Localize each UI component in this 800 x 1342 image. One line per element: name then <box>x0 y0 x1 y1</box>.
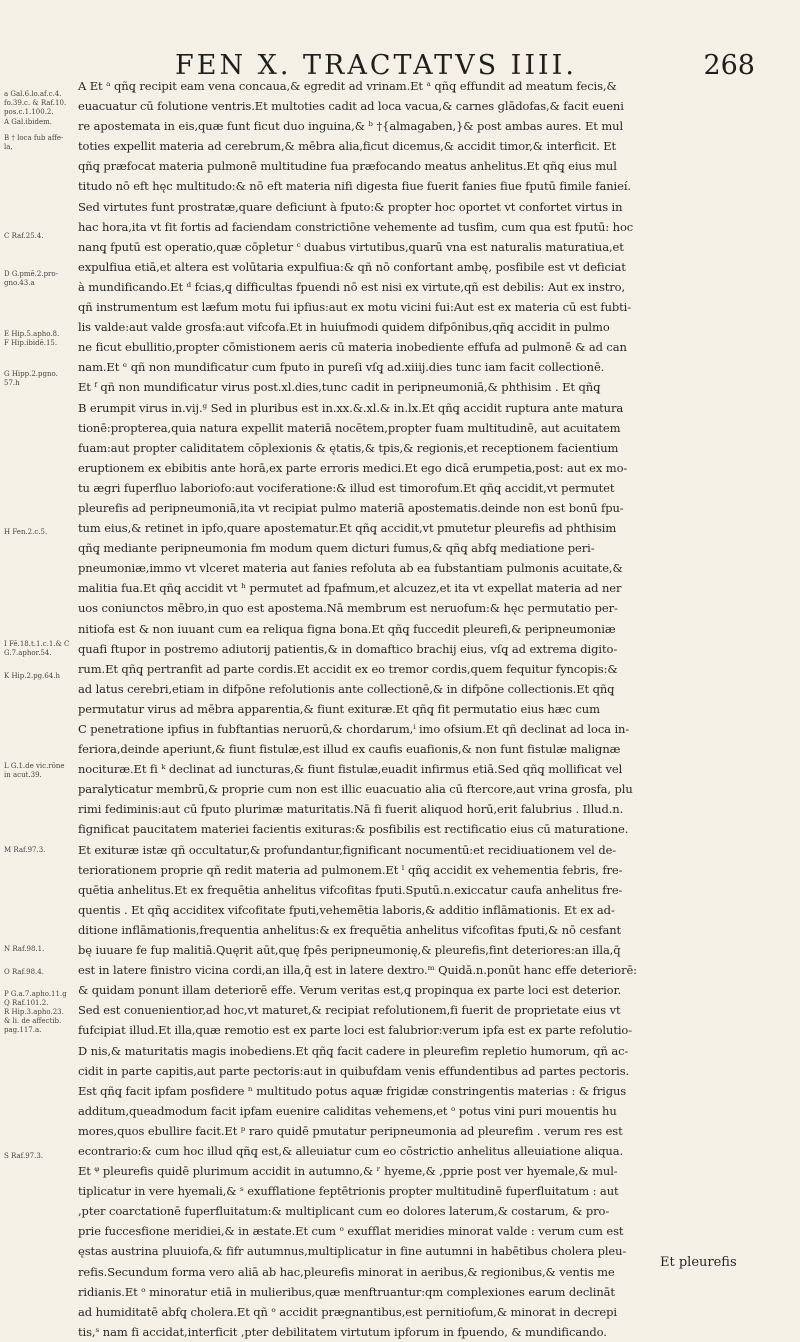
margin-note: G Hipp.2.pgno. 57.h <box>4 370 58 387</box>
margin-note: I Fē.18.t.1.c.1.& C G.7.aphor.54. <box>4 640 70 657</box>
text-line: pleurefis ad peripneumoniā,ita vt recipiat pulmo materiā apostematis.deinde non est bonū fpu- <box>78 500 624 515</box>
margin-note: P G.a.7.apho.11.g Q Raf.101.2. R Hip.3.apho.23. & li. de affectib. pag.117.a. <box>4 990 67 1034</box>
text-line: ,pter coarctationē fuperfluitatum:& multiplicant cum eo dolores laterum,& costarum, & pro- <box>78 1204 610 1219</box>
page-number: 268 <box>703 50 755 81</box>
text-line: malitia fua.Et qñq̧ accidit vt ʰ permutet ad fpafmum,et alcuzez,et ita vt expellat materia ad ner <box>78 581 622 596</box>
text-line: teriorationem proprie qñ redit materia ad pulmonem.Et ˡ qñq̧ accidit ex vehementia febris, fre- <box>78 862 623 877</box>
text-line: eruptionem ex ebibitis ante horā,ex parte erroris medici.Et ego dicā erumpetia,post: aut ex mo- <box>78 460 628 475</box>
text-line: Et ᶠ qñ non mundificatur virus post.xl.dies,tunc cadit in peripneumoniā,& phthisim . Et qñq̧ <box>78 380 601 395</box>
text-line: qñq̧ præfocat materia pulmonē multitudine fua præfocando meatus anhelitus.Et qñq̧ eius mul <box>78 159 617 174</box>
text-line: econtrario:& cum hoc illud qñq̧ est,& alleuiatur cum eo cōstrictio anhelitus alleuiatione aliqua. <box>78 1143 624 1158</box>
text-line: A Et ᵃ qñq̧ recipit eam vena concaua,& egredit ad vrinam.Et ᵃ qñq̧ effundit ad meatum fecis,& <box>78 79 617 93</box>
text-line: qñ instrumentum est læfum motu fui ipfius:aut ex motu vicini fui:Aut est ex materia cū est fubti- <box>78 300 632 315</box>
text-line: pneumoniæ,immo vt vlceret materia aut fanies refoluta ab ea fubstantiam pulmonis acuitate,& <box>78 561 623 576</box>
text-line: nitiofa est & non iuuant cum ea reliqua figna bona.Et qñq̧ fuccedit pleurefi,& peripneumoniæ <box>78 621 616 636</box>
text-line: fuam:aut propter caliditatem cōplexionis & ętatis,& tpis,& regionis,et receptionem facientium <box>78 440 619 455</box>
text-line: hac hora,ita vt fit fortis ad faciendam constrictiōne vehemente ad tusfim, cum qua est fputū: hoc <box>78 219 634 234</box>
text-line: ne ficut ebullitio,propter cōmistionem aeris cū materia inobediente effufa ad pulmonē & ad can <box>78 340 627 355</box>
text-line: ęstas austrina pluuiofa,& fifr autumnus,multiplicatur in fine autumni in habētibus cholera pleu- <box>78 1244 627 1259</box>
text-line: qñq̧ mediante peripneumonia fm modum quem dicturi fumus,& qñq̧ abfq̧ mediatione peri- <box>78 541 595 556</box>
text-line: tum eius,& retinet in ipfo,quare apostematur.Et qñq̧ accidit,vt pmutetur pleurefis ad phthisim <box>78 521 617 536</box>
text-line: rimi fediminis:aut cū fputo plurimæ maturitatis.Nā fi fuerit aliquod horū,erit falubrius . Illud.n. <box>78 802 624 817</box>
text-line: titudo nō eft hęc multitudo:& nō eft materia nifi digesta fiue fuerit fanies fiue fputū fimile fanieí. <box>78 179 631 194</box>
text-line: Est qñq̧ facit ipfam posfidere ⁿ multitudo potus aquæ frigidæ constringentis materias : & frigus <box>78 1083 627 1098</box>
text-line: C penetratione ipfius in fubftantias neruorū,& chordarum,ⁱ imo ofsium.Et qñ declinat ad loca in- <box>78 722 630 736</box>
text-line: euacuatur cū folutione ventris.Et multoties cadit ad loca vacua,& carnes glādofas,& facit eueni <box>78 99 624 114</box>
margin-notes <box>0 0 80 1335</box>
text-line: fufcipiat illud.Et illa,quæ remotio est ex parte loci est falubrior:verum ipfa est ex parte refolutio- <box>78 1023 633 1038</box>
text-line: refis.Secundum forma vero aliā ab hac,pleurefis minorat in aeribus,& regionibus,& ventis me <box>78 1264 615 1279</box>
text-line: additum,queadmodum facit ipfam euenire caliditas vehemens,et ᵒ potus vini puri mouentis hu <box>78 1103 617 1118</box>
text-line: à mundificando.Et ᵈ fcias,q̧ difficultas fpuendi nō est nisi ex virtute,qñ est debilis: Aut ex instro, <box>78 279 626 294</box>
text-line: tionē:propterea,quia natura expellit materiā nocētem,propter fuam multitudinē, aut acuitatem <box>78 420 621 435</box>
margin-note: K Hip.2.pg.64.h <box>4 672 61 680</box>
text-line: fignificat paucitatem materiei facientis exituras:& posfibilis est rectificatio eius cū maturatione. <box>78 822 629 837</box>
text-line: nam.Et ᵉ qñ non mundificatur cum fputo in pureſi vſq̧ ad.xiiij.dies tunc iam facit collectionē. <box>78 360 605 375</box>
text-line: ad latus cerebri,etiam in difpōne refolutionis ante collectionē,& in difpōne collectionis.Et qñq̧ <box>78 681 615 696</box>
text-line: bę iuuare fe fup malitiā.Quęrit aūt,quę fpēs peripneumonię,& pleurefis,fint deteriores:an illa,q̄ <box>78 943 621 958</box>
text-line: nanq̧ fputū est operatio,quæ cōpletur ᶜ duabus virtutibus,quarū vna est naturalis maturatiua,et <box>78 239 624 254</box>
text-line: B erumpit virus in.vij.ᵍ Sed in pluribus est in.xx.&.xl.& in.lx.Et qñq̧ accidit ruptura ante matura <box>78 400 624 415</box>
text-line: ditione inflāmationis,frequentia anhelitus:& ex frequētia anhelitus vifcofitas fputi,& nō cesfant <box>78 922 622 937</box>
main-text <box>78 76 738 1339</box>
margin-note: C Raf.25.4. <box>4 232 44 240</box>
text-line: mores,quos ebullire facit.Et ᵖ raro quidē pmutatur peripneumonia ad pleurefim . verum res est <box>78 1123 623 1138</box>
margin-note: B † loca fub affe- la, <box>4 134 64 151</box>
margin-note: H Fen.2.c.5. <box>4 528 48 536</box>
text-line: Et ᵠ pleurefis quidē plurimum accidit in autumno,& ʳ hyeme,& ,pprie post ver hyemale,& mul- <box>78 1164 618 1179</box>
margin-note: L G.1.de vic.rōne in acut.39. <box>4 762 65 779</box>
text-line: toties expellit materia ad cerebrum,& mēbra alia,ficut dicemus,& accidit timor,& interficit. Et <box>78 139 617 154</box>
text-line: prie fuccesfione meridiei,& in æstate.Et cum ᵒ exufflat meridies minorat valde : verum cum est <box>78 1224 624 1239</box>
margin-note: E Hip.5.apho.8. F Hip.ibidē.15. <box>4 330 60 347</box>
text-line: quētia anhelitus.Et ex frequētia anhelitus vifcofitas fputi.Sputū.n.exiccatur caufa anhelitus fre- <box>78 882 623 897</box>
text-line: tis,ˢ nam fi accidat,interficit ,pter debilitatem virtutum ipforum in fpuendo, & mundificando. <box>78 1324 607 1339</box>
text-line: quafi ftupor in postremo adiutorij patientis,& in domaftico brachij eius, vſq̧ ad extrema digito- <box>78 641 618 656</box>
margin-note: M Raf.97.3. <box>4 846 46 854</box>
text-line: & quidam ponunt illam deteriorē effe. Verum veritas est,q̧ propinqua ex parte loci est deterior. <box>78 983 622 998</box>
text-line: nocituræ.Et fi ᵏ declinat ad iuncturas,& fiunt fistulæ,euadit infirmus etiā.Sed qñq̧ mollificat vel <box>78 762 623 777</box>
text-line: tu ægri fuperfluo laboriofo:aut vociferatione:& illud est timorofum.Et qñq̧ accidit,vt permutet <box>78 480 615 495</box>
text-line: feriora,deinde aperiunt,& fiunt fistulæ,est illud ex caufis euafionis,& non funt fistulæ malignæ <box>78 742 621 757</box>
margin-note: S Raf.97.3. <box>4 1152 44 1160</box>
text-line: tiplicatur in vere hyemali,& ˢ exufflatione feptētrionis propter multitudinē fuperfluitatum : aut <box>78 1184 619 1199</box>
text-line: est in latere finistro vicina cordi,an illa,q̄ est in latere dextro.ᵐ Quidā.n.ponūt hanc effe deteriorē: <box>78 963 637 978</box>
text-line: uos coniunctos mēbro,in quo est apostema.Nā membrum est neruofum:& hęc permutatio per- <box>78 601 618 616</box>
margin-note: O Raf.98.4. <box>4 968 44 976</box>
text-line: D nis,& maturitatis magis inobediens.Et qñq̧ facit cadere in pleurefim repletio humorum, qñ ac- <box>78 1043 629 1058</box>
text-line: Et exituræ istæ qñ occultatur,& profundantur,fignificant nocumentū:et recidiuationem vel de- <box>78 842 617 857</box>
catchword: Et pleurefis <box>660 1255 737 1270</box>
text-line: permutatur virus ad mēbra apparentia,& fiunt exituræ.Et qñq̧ fit permutatio eius hæc cum <box>78 701 600 716</box>
text-line: cidit in parte capitis,aut parte pectoris:aut in quibufdam venis effundentibus ad partes pectoris. <box>78 1063 630 1078</box>
margin-note: A Gal.ibidem. <box>4 118 52 126</box>
margin-note: N Raf.98.1. <box>4 945 45 953</box>
header-title: FEN X. TRACTATVS IIII. <box>175 50 577 81</box>
text-line: Sed est conuenientior,ad hoc,vt maturet,& recipiat refolutionem,fi fuerit de proprietate eius vt <box>78 1003 621 1018</box>
text-line: re apostemata in eis,quæ funt ficut duo inguina,& ᵇ †{almagaben,}& post ambas aures. Et mul <box>78 119 624 134</box>
text-line: Sed virtutes funt prostratæ,quare deficiunt à fputo:& propter hoc oportet vt confortet virtus in <box>78 199 623 214</box>
margin-note: a Gal.6.lo.af.c.4. fo.39.c. & Raf.10. pos.c.1.100.2. <box>4 90 67 116</box>
margin-note: D G.pmē.2.pro- gno.43.a <box>4 270 58 287</box>
text-line: ridianis.Et ᵒ minoratur etiā in mulieribus,quæ menftruantur:qm complexiones earum declināt <box>78 1284 615 1299</box>
text-line: quentis . Et qñq̧ acciditex vifcofitate fputi,vehemētia laboris,& additio inflāmationis. Et ex ad- <box>78 902 615 917</box>
text-line: paralyticatur membrū,& proprie cum non est illic euacuatio alia cū ftercore,aut vrina grosfa, plu <box>78 782 633 797</box>
text-line: rum.Et qñq̧ pertranfit ad parte cordis.Et accidit ex eo tremor cordis,quem fequitur fyncopis:& <box>78 661 618 676</box>
text-line: lis valde:aut valde grosfa:aut vifcofa.Et in huiufmodi quidem difpōnibus,qñq̧ accidit in pulmo <box>78 320 610 335</box>
text-line: expulfiua etiā,et altera est volūtaria expulfiua:& qñ nō confortant ambę, posfibile est vt deficiat <box>78 259 626 274</box>
text-line: ad humiditatē abfq̧ cholera.Et qñ ᵒ accidit prægnantibus,est pernitiofum,& minorat in decrepi <box>78 1304 617 1319</box>
